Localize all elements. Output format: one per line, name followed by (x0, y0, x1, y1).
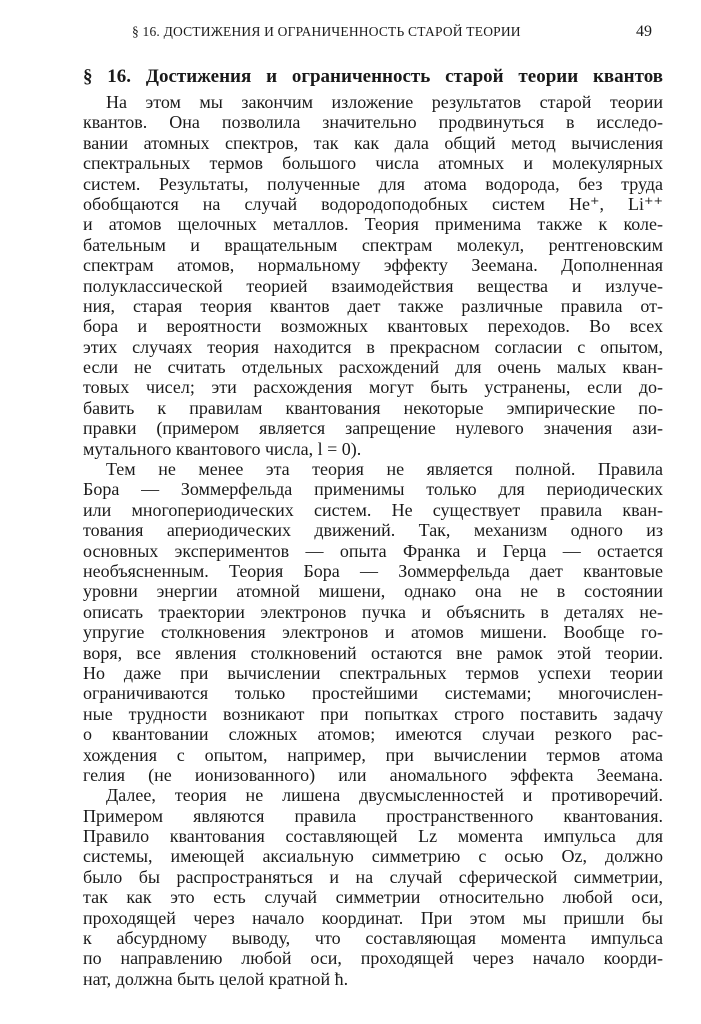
text-line: основных экспериментов — опыта Франка и Герца — остается (83, 540, 663, 561)
text-line: проходящей через начало координат. При этом мы пришли бы (83, 907, 663, 928)
text-line: правки (примером является запрещение нулевого значения ази- (83, 418, 663, 439)
text-line: бательным и вращательным спектрам молекул, рентгеновским (83, 234, 663, 255)
text-line: На этом мы закончим изложение результатов старой теории (106, 92, 663, 112)
text-line: Примером являются правила пространственного квантования. (83, 805, 663, 826)
text-line: к абсурдному выводу, что составляющая момента импульса (83, 928, 663, 949)
text-line: бавить к правилам квантования некоторые эмпирические по- (83, 397, 663, 418)
text-line: было бы распространяться и на случай сферической симметрии, (83, 866, 663, 887)
text-line: ные трудности возникают при попытках строго поставить задачу (83, 703, 663, 724)
text-line: Правило квантования составляющей Lz момента импульса для (83, 826, 663, 847)
text-line: ограничиваются только простейшими системами; многочислен- (83, 683, 663, 704)
text-line: необъясненным. Теория Бора — Зоммерфельда дает квантовые (83, 560, 663, 581)
text-line: или многопериодических систем. Не существует правила кван- (83, 499, 663, 520)
text-line: о квантовании сложных атомов; имеются случаи резкого рас- (83, 724, 663, 745)
text-line: ния, старая теория квантов дает также различные правила от- (83, 295, 663, 316)
text-line: Но даже при вычислении спектральных термов успехи теории (83, 662, 663, 683)
text-line: мутального квантового числа, l = 0). (83, 438, 362, 459)
text-line: по направлению любой оси, проходящей через начало коорди- (83, 948, 663, 969)
text-line: спектрам атомов, нормальному эффекту Зеемана. Дополненная (83, 255, 663, 276)
running-header: § 16. ДОСТИЖЕНИЯ И ОГРАНИЧЕННОСТЬ СТАРОЙ ТЕОРИИ (132, 24, 521, 39)
text-line: квантов. Она позволила значительно продвинуться в исследо- (83, 112, 663, 133)
text-line: Бора — Зоммерфельда применимы только для периодических (83, 479, 663, 500)
text-line: полуклассической теорией взаимодействия вещества и излуче- (83, 275, 663, 296)
text-line: тования апериодических движений. Так, механизм одного из (83, 520, 663, 541)
text-line: если не считать отдельных расхождений для очень малых кван- (83, 357, 663, 378)
text-line: и атомов щелочных металлов. Теория применима также к коле- (83, 214, 663, 235)
text-line: нат, должна быть целой кратной ħ. (83, 968, 349, 989)
page-number: 49 (636, 23, 652, 40)
body-text (83, 92, 663, 989)
text-line: воря, все явления столкновений остаются вне рамок этой теории. (83, 642, 663, 663)
text-line: уровни энергии атомной мишени, однако она не в состоянии (83, 581, 663, 602)
text-line: спектральных термов большого числа атомных и молекулярных (83, 153, 663, 174)
text-line: хождения с опытом, например, при вычислении термов атома (83, 744, 663, 765)
text-line: товых чисел; эти расхождения могут быть устранены, если до- (83, 377, 663, 398)
text-line: Тем не менее эта теория не является полной. Правила (106, 459, 663, 480)
text-line: обобщаются на случай водородоподобных систем He⁺, Li⁺⁺ (83, 193, 663, 214)
section-title: § 16. Достижения и ограниченность старой теории квантов (83, 66, 663, 87)
text-line: так как это есть случай симметрии относительно любой оси, (83, 887, 663, 908)
text-line: систем. Результаты, полученные для атома водорода, без труда (83, 173, 663, 194)
text-line: этих случаях теория находится в прекрасном согласии с опытом, (83, 336, 663, 357)
text-line: системы, имеющей аксиальную симметрию с осью Oz, должно (83, 846, 663, 867)
text-line: Далее, теория не лишена двусмысленностей и противоречий. (106, 785, 663, 806)
text-line: описать траектории электронов пучка и объяснить в деталях не- (83, 601, 663, 622)
text-line: упругие столкновения электронов и атомов мишени. Вообще го- (83, 622, 663, 643)
text-line: вании атомных спектров, так как дала общий метод вычисления (83, 132, 663, 153)
text-line: гелия (не ионизованного) или аномального эффекта Зеемана. (83, 764, 663, 785)
text-line: бора и вероятности возможных квантовых переходов. Во всех (83, 316, 663, 337)
